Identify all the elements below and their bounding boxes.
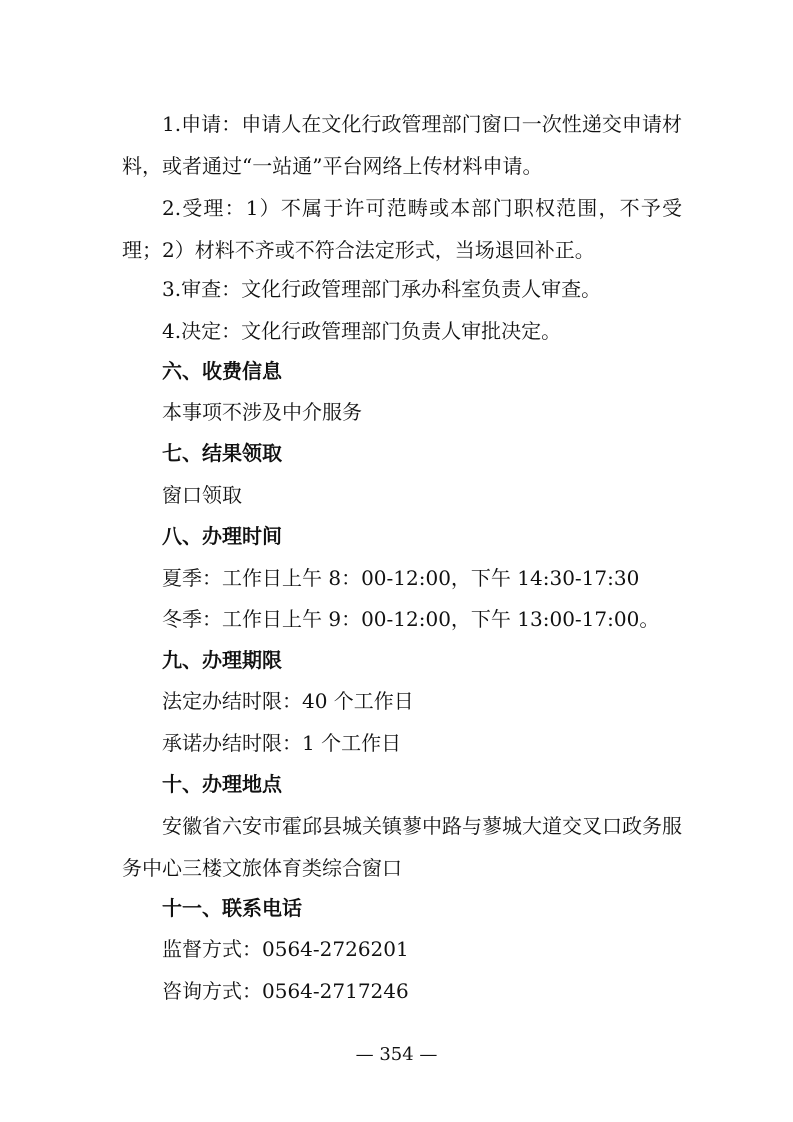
section-heading-hours: 八、办理时间 — [162, 524, 282, 548]
deadline-legal: 法定办结时限：40 个工作日 — [162, 689, 414, 713]
procedure-step-accept: 2.受理：1）不属于许可范畴或本部门职权范围，不予受理；2）材料不齐或不符合法定形式，当场退回补正。 — [122, 196, 682, 262]
section-heading-fees: 六、收费信息 — [162, 359, 282, 383]
section-heading-result: 七、结果领取 — [162, 441, 282, 465]
deadline-promised: 承诺办结时限：1 个工作日 — [162, 731, 402, 755]
section-heading-deadline: 九、办理期限 — [162, 648, 282, 672]
procedure-step-decide: 4.决定：文化行政管理部门负责人审批决定。 — [162, 319, 562, 343]
section-heading-contact: 十一、联系电话 — [162, 896, 302, 920]
result-text: 窗口领取 — [162, 483, 242, 507]
location-address: 安徽省六安市霍邱县城关镇蓼中路与蓼城大道交叉口政务服务中心三楼文旅体育类综合窗口 — [122, 814, 682, 880]
procedure-step-apply: 1.申请：申请人在文化行政管理部门窗口一次性递交申请材料，或者通过“一站通”平台网络上传材料申请。 — [122, 112, 682, 178]
contact-inquiry: 咨询方式：0564-2717246 — [162, 979, 409, 1003]
hours-winter: 冬季：工作日上午 9：00-12:00，下午 13:00-17:00。 — [162, 607, 660, 631]
fees-text: 本事项不涉及中介服务 — [162, 400, 362, 424]
procedure-step-review: 3.审查：文化行政管理部门承办科室负责人审查。 — [162, 277, 602, 301]
page-number: — 354 — — [355, 1044, 438, 1065]
contact-supervision: 监督方式：0564-2726201 — [162, 937, 409, 961]
hours-summer: 夏季：工作日上午 8：00-12:00，下午 14:30-17:30 — [162, 566, 640, 590]
section-heading-location: 十、办理地点 — [162, 772, 282, 796]
